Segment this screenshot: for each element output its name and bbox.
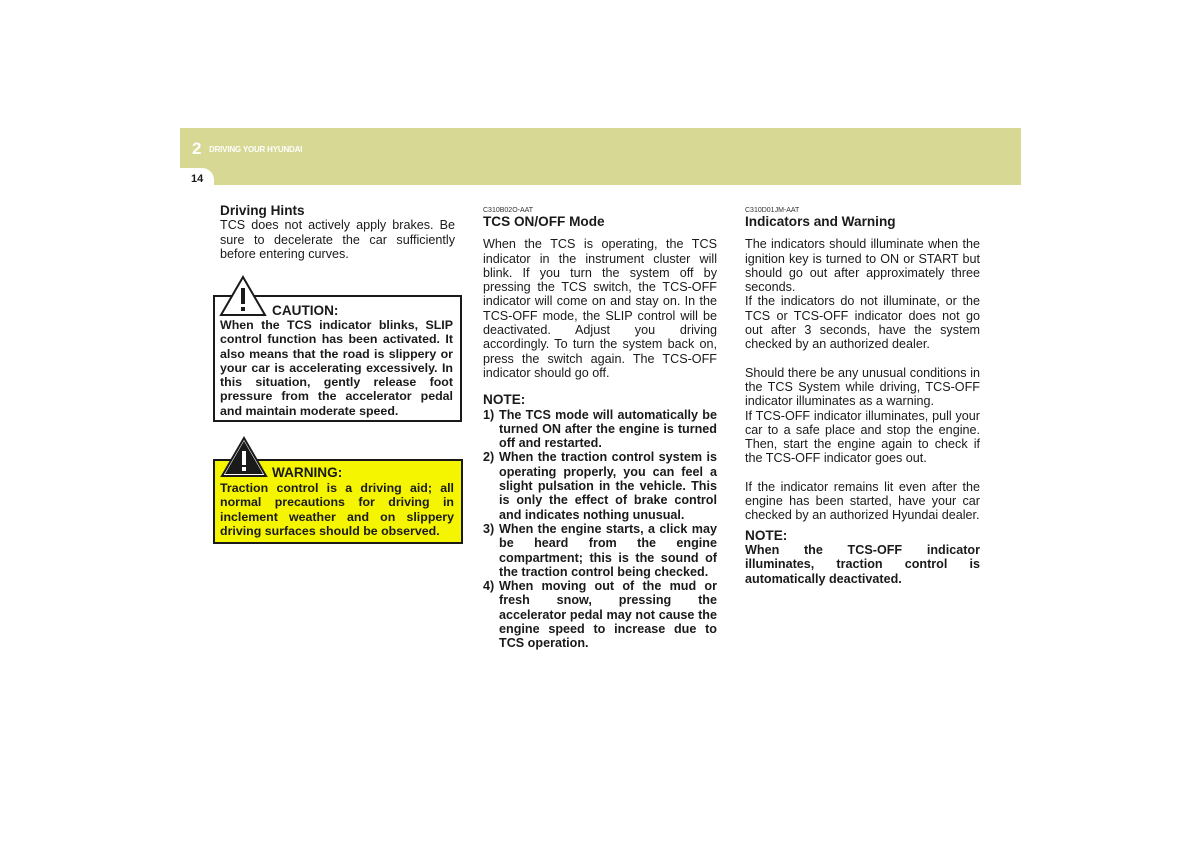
header-band (180, 128, 1021, 185)
notes-list (483, 408, 717, 651)
column-1 (220, 204, 455, 261)
tcs-mode-body: When the TCS is operating, the TCS indicator in the instrument cluster will blink. If you turn the system off by pressing the TCS switch, the TCS-OFF indicator will come on and stay on. In the TCS-OFF mode, the SLIP control will be deactivated. Adjust you driving accordingly. To turn the system back on, press the switch again. The TCS-OFF indicator should go off. (483, 237, 717, 380)
indicators-heading: Indicators and Warning (745, 214, 896, 229)
column-3 (745, 207, 980, 586)
indicators-para-4: If TCS-OFF indicator illuminates, pull your car to a safe place and stop the engine. Then, start the engine again to check if the TCS-OFF indicator goes out. (745, 408, 980, 466)
tcs-mode-heading: TCS ON/OFF Mode (483, 214, 605, 229)
page-number: 14 (191, 173, 204, 185)
warning-text: Traction control is a driving aid; all normal precautions for driving in inclement weather and on slippery driving surfaces should be observed. (220, 481, 454, 538)
driving-hints-body: TCS does not actively apply brakes. Be sure to decelerate the car sufficiently before entering curves. (220, 218, 455, 261)
column-2 (483, 207, 717, 651)
note-heading: NOTE: (745, 527, 788, 543)
indicators-para-2: If the indicators do not illuminate, or the TCS or TCS-OFF indicator does not go out after 3 seconds, have the system checked by an authorized dealer. (745, 294, 980, 352)
indicators-para-1: The indicators should illuminate when the ignition key is turned to ON or START but should go out after approximately three seconds. (745, 237, 980, 295)
warning-title: WARNING: (272, 465, 343, 480)
warning-triangle-icon (220, 436, 268, 478)
chapter-title: DRIVING YOUR HYUNDAI (209, 145, 303, 154)
caution-title: CAUTION: (272, 303, 339, 318)
list-item: 4) When moving out of the mud or fresh snow, pressing the accelerator pedal may not cause the engine speed to increase due to TCS operation. (483, 579, 717, 651)
chapter-number: 2 (192, 139, 202, 158)
list-item: 3) When the engine starts, a click may be heard from the engine compartment; this is the sound of the traction control being checked. (483, 521, 717, 579)
note-text: When the TCS-OFF indicator illuminates, traction control is automatically deactivated. (745, 542, 980, 586)
section-code: C310D01JM-AAT (745, 207, 800, 214)
section-code: C310B02O-AAT (483, 207, 534, 214)
driving-hints-heading: Driving Hints (220, 203, 305, 218)
note-heading: NOTE: (483, 392, 526, 408)
list-item: 1) The TCS mode will automatically be turned ON after the engine is turned off and restarted. (483, 407, 717, 451)
caution-triangle-icon (219, 275, 267, 317)
indicators-para-3: Should there be any unusual conditions in the TCS System while driving, TCS-OFF indicator illuminates as a warning. (745, 365, 980, 409)
caution-text: When the TCS indicator blinks, SLIP control function has been activated. It also means that the road is slippery or your car is accelerating excessively. In this situation, gently release foot pressure from the accelerator pedal and maintain moderate speed. (220, 318, 453, 418)
indicators-para-5: If the indicator remains lit even after the engine has been started, have your car checked by an authorized Hyundai dealer. (745, 479, 980, 523)
list-item: 2) When the traction control system is operating properly, you can feel a slight pulsation in the vehicle. This is only the effect of brake control and indicates nothing unusual. (483, 450, 717, 522)
